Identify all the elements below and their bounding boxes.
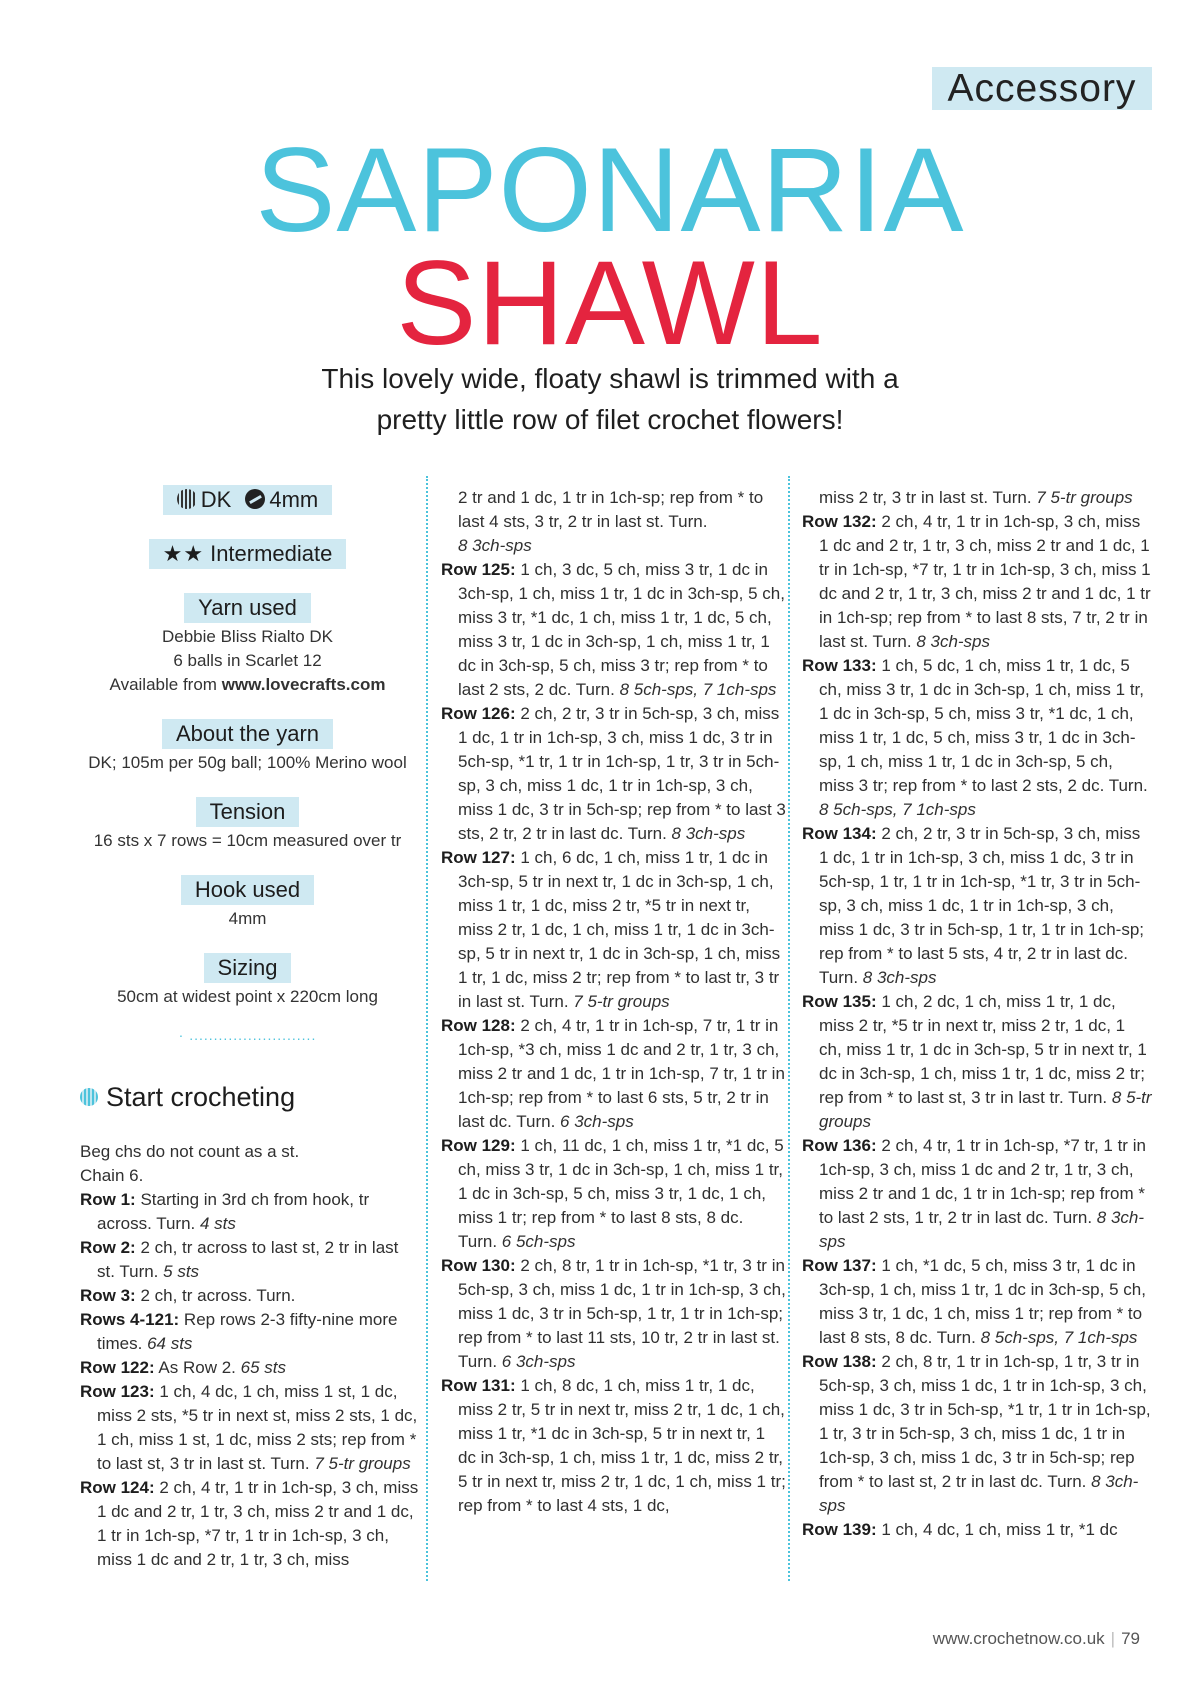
row-continuation: [441, 486, 786, 558]
row-list: [441, 558, 786, 1518]
subtitle: [250, 358, 970, 440]
yarn-ball-icon: [80, 1088, 98, 1106]
row-text: 2 ch, 4 tr, 1 tr in 1ch-sp, 7 tr, 1 tr in 1ch-sp, *3 ch, miss 1 dc and 2 tr, 1 tr, 3 ch, miss 2 tr and 1 dc, 1 tr in 1ch-sp, 7 tr, 1 tr in 1ch-sp; rep from * to last 6 sts, 5 tr, 2 tr in last dc. Turn.: [458, 1016, 785, 1131]
stitch-count-note: 8 3ch-sps: [671, 824, 746, 843]
sizing-text: 50cm at widest point x 220cm long: [117, 987, 378, 1006]
row-label: Row 125:: [441, 560, 516, 579]
hook-size: 4mm: [269, 487, 319, 512]
row-text: 1 ch, *1 dc, 5 ch, miss 3 tr, 1 dc in 3ch-sp, 1 ch, miss 1 tr, 1 dc in 3ch-sp, 5 ch, miss 3 tr, 1 dc, 1 ch, miss 1 tr; rep from * to last 8 sts, 8 dc. Turn.: [819, 1256, 1146, 1347]
row-label: Row 3:: [80, 1286, 136, 1305]
page-footer: [900, 1629, 1140, 1649]
page-number: 79: [1121, 1629, 1140, 1648]
pattern-row: [802, 1254, 1152, 1350]
pattern-row: [441, 1014, 786, 1134]
row-text: 2 ch, 2 tr, 3 tr in 5ch-sp, 3 ch, miss 1 dc, 1 tr in 1ch-sp, 3 ch, miss 1 dc, 3 tr in 5ch-sp, *1 tr, 1 tr in 1ch-sp, 1 tr, 3 tr in 5ch-sp, 3 ch, miss 1 dc, 1 tr in 1ch-sp, 3 ch, miss 1 dc, 3 tr in 5ch-sp; rep from * to last 3 sts, 2 tr, 2 tr in last dc. Turn.: [458, 704, 786, 843]
stitch-count-note: 8 3ch-sps: [916, 632, 991, 651]
stitch-count-note: 7 5-tr groups: [314, 1454, 411, 1473]
hook-icon: [245, 489, 265, 509]
pattern-row: [802, 1134, 1152, 1254]
start-heading-text: Start crocheting: [106, 1082, 296, 1112]
about-yarn-text: DK; 105m per 50g ball; 100% Merino wool: [88, 753, 407, 772]
stitch-count-note: 8 3ch-sps: [862, 968, 937, 987]
row-text: 1 ch, 6 dc, 1 ch, miss 1 tr, 1 dc in 3ch-sp, 5 tr in next tr, 1 dc in 3ch-sp, 1 ch, miss 1 tr, 1 dc, miss 2 tr, *5 tr in next tr, miss 2 tr, 1 dc, 1 ch, miss 1 tr, 1 dc in 3ch-sp, 5 tr in next tr, 1 dc in 3ch-sp, 1 ch, miss 1 tr, 1 dc, miss 2 tr; rep from * to last tr, 3 tr in last st. Turn.: [458, 848, 781, 1011]
continuation-text: miss 2 tr, 3 tr in last st. Turn.: [819, 488, 1037, 507]
row-label: Row 1:: [80, 1190, 136, 1209]
stitch-count-note: 8 3ch-sps: [458, 536, 532, 555]
stitch-count-note: 5 sts: [163, 1262, 200, 1281]
row-text: 2 ch, 4 tr, 1 tr in 1ch-sp, 3 ch, miss 1 dc and 2 tr, 1 tr, 3 ch, miss 2 tr and 1 dc, 1 tr in 1ch-sp, *7 tr, 1 tr in 1ch-sp, 3 ch, miss 1 dc and 2 tr, 1 tr, 3 ch, miss 2 tr and 1 dc, 1 tr in 1ch-sp; rep from * to last 8 sts, 7 tr, 2 tr in last st. Turn.: [819, 512, 1151, 651]
sizing-section: [80, 953, 415, 1009]
pattern-row: [802, 1350, 1152, 1518]
hook-used-heading: Hook used: [181, 875, 314, 905]
spec-yarn-hook: [80, 485, 415, 517]
stitch-count-note: 65 sts: [240, 1358, 286, 1377]
instructions-column-3: [802, 486, 1152, 1542]
stitch-count-note: 8 5ch-sps, 7 1ch-sps: [619, 680, 777, 699]
footer-url[interactable]: www.crochetnow.co.uk: [932, 1629, 1105, 1648]
continuation-text: 2 tr and 1 dc, 1 tr in 1ch-sp; rep from * to last 4 sts, 3 tr, 2 tr in last st. Turn.: [458, 488, 764, 531]
yarn-weight: DK: [200, 487, 232, 512]
row-list: [802, 510, 1152, 1542]
subtitle-line1: This lovely wide, floaty shawl is trimmed with a: [321, 363, 899, 394]
lovecrafts-link[interactable]: www.lovecrafts.com: [221, 675, 386, 694]
dotted-divider: · ..........................: [178, 1027, 317, 1043]
row-text: 2 ch, 4 tr, 1 tr in 1ch-sp, 3 ch, miss 1 dc and 2 tr, 1 tr, 3 ch, miss 2 tr and 1 dc, 1 tr in 1ch-sp, *7 tr, 1 tr in 1ch-sp, 3 ch, miss 1 dc and 2 tr, 1 tr, 3 ch, miss: [97, 1478, 419, 1569]
stitch-count-note: 8 3ch-sps: [819, 1208, 1145, 1251]
row-continuation: [802, 486, 1152, 510]
yarn-used-line3: [80, 673, 415, 697]
row-label: Row 131:: [441, 1376, 516, 1395]
pattern-row: [441, 1134, 786, 1254]
row-label: Row 133:: [802, 656, 877, 675]
about-yarn-section: [80, 719, 415, 775]
hook-used-text: 4mm: [228, 909, 267, 928]
pattern-row: [802, 654, 1152, 822]
pattern-row: [441, 1374, 786, 1518]
row-text: 1 ch, 4 dc, 1 ch, miss 1 tr, *1 dc: [876, 1520, 1118, 1539]
row-label: Row 134:: [802, 824, 877, 843]
hook-used-section: [80, 875, 415, 931]
intro-line: Chain 6.: [80, 1166, 144, 1185]
stitch-count-note: 8 5-tr groups: [819, 1088, 1152, 1131]
pattern-row: [80, 1380, 420, 1476]
row-text: As Row 2.: [154, 1358, 241, 1377]
row-label: Row 127:: [441, 848, 516, 867]
yarn-ball-icon: [177, 489, 197, 509]
row-label: Row 126:: [441, 704, 516, 723]
row-text: 1 ch, 8 dc, 1 ch, miss 1 tr, 1 dc, miss 2 tr, 5 tr in next tr, miss 2 tr, 1 dc, 1 ch, miss 1 tr, *1 dc in 3ch-sp, 5 tr in next tr, 1 dc in 3ch-sp, 1 ch, miss 1 tr, 1 dc, miss 2 tr, 5 tr in next tr, miss 2 tr, 1 dc, 1 ch, miss 1 tr; rep from * to last 4 sts, 1 dc,: [458, 1376, 786, 1515]
pattern-row: [441, 702, 786, 846]
pattern-row: [80, 1308, 420, 1356]
pattern-row: [802, 1518, 1152, 1542]
row-text: 1 ch, 3 dc, 5 ch, miss 3 tr, 1 dc in 3ch-sp, 1 ch, miss 1 tr, 1 dc in 3ch-sp, 5 ch, miss 3 tr, *1 dc, 1 ch, miss 1 tr, 1 dc, 5 ch, miss 3 tr, 1 dc in 3ch-sp, 1 ch, miss 1 tr, 1 dc in 3ch-sp, 5 ch, miss 3 tr; rep from * to last 2 sts, 2 dc. Turn.: [458, 560, 785, 699]
pattern-row: [802, 822, 1152, 990]
row-text: 1 ch, 4 dc, 1 ch, miss 1 st, 1 dc, miss 2 sts, *5 tr in next st, miss 2 sts, 1 dc, 1 ch, miss 1 st, 1 dc, miss 2 sts; rep from * to last st, 3 tr in last st. Turn.: [97, 1382, 418, 1473]
subtitle-line2: pretty little row of filet crochet flowers!: [376, 404, 844, 435]
stitch-count-note: 8 5ch-sps, 7 1ch-sps: [980, 1328, 1138, 1347]
row-label: Row 123:: [80, 1382, 155, 1401]
pattern-row: [80, 1188, 420, 1236]
row-text: 1 ch, 2 dc, 1 ch, miss 1 tr, 1 dc, miss 2 tr, *5 tr in next tr, miss 2 tr, 1 dc, 1 ch, miss 1 tr, 1 dc in 3ch-sp, 5 tr in next tr, 1 dc in 3ch-sp, 1 ch, miss 1 tr, 1 dc, miss 2 tr; rep from * to last st, 3 tr in last tr. Turn.: [819, 992, 1147, 1107]
yarn-used-line2: 6 balls in Scarlet 12: [173, 651, 322, 670]
intro-line: Beg chs do not count as a st.: [80, 1142, 300, 1161]
start-crocheting-heading: [80, 1082, 295, 1113]
yarn-used-heading: Yarn used: [184, 593, 311, 623]
sizing-heading: Sizing: [204, 953, 292, 983]
pattern-row: [80, 1284, 420, 1308]
row-text: 2 ch, tr across. Turn.: [135, 1286, 296, 1305]
pattern-row: [441, 558, 786, 702]
row-label: Row 138:: [802, 1352, 877, 1371]
row-text: 2 ch, 4 tr, 1 tr in 1ch-sp, *7 tr, 1 tr in 1ch-sp, 3 ch, miss 1 dc and 2 tr, 1 tr, 3 ch, miss 2 tr and 1 dc, 1 tr in 1ch-sp; rep from * to last 2 sts, 1 tr, 2 tr in last dc. Turn.: [819, 1136, 1146, 1227]
row-label: Row 135:: [802, 992, 877, 1011]
row-list: [80, 1188, 420, 1572]
stitch-count-note: 64 sts: [147, 1334, 193, 1353]
stitch-count-note: 4 sts: [199, 1214, 236, 1233]
column-divider: [788, 476, 790, 1581]
stitch-count-note: 6 3ch-sps: [560, 1112, 634, 1131]
row-label: Row 137:: [802, 1256, 877, 1275]
row-text: 1 ch, 11 dc, 1 ch, miss 1 tr, *1 dc, 5 ch, miss 3 tr, 1 dc in 3ch-sp, 1 ch, miss 1 tr, 1 dc in 3ch-sp, 5 ch, miss 3 tr, 1 dc, 1 ch, miss 1 tr; rep from * to last 8 sts, 8 dc. Turn.: [458, 1136, 784, 1251]
row-label: Row 132:: [802, 512, 877, 531]
row-label: Row 136:: [802, 1136, 877, 1155]
row-text: Rep rows 2-3 fifty-nine more times.: [97, 1310, 398, 1353]
row-text: 2 ch, tr across to last st, 2 tr in last st. Turn.: [97, 1238, 399, 1281]
pattern-row: [802, 510, 1152, 654]
page-title-line1: SAPONARIA: [255, 123, 965, 257]
difficulty-tag: [149, 539, 347, 569]
pattern-info-sidebar: [80, 485, 415, 1047]
row-text: 2 ch, 2 tr, 3 tr in 5ch-sp, 3 ch, miss 1 dc, 1 tr in 1ch-sp, 3 ch, miss 1 dc, 3 tr in 5ch-sp, 1 tr, 1 tr in 1ch-sp, *1 tr, 3 tr in 5ch-sp, 3 ch, miss 1 dc, 1 tr in 1ch-sp, 3 ch, miss 1 dc, 3 tr in 5ch-sp, 1 tr, 1 tr in 1ch-sp; rep from * to last 5 sts, 4 tr, 2 tr in last dc. Turn.: [819, 824, 1145, 987]
footer-separator: |: [1110, 1629, 1116, 1648]
difficulty-stars: ★★: [162, 541, 205, 566]
difficulty-label: Intermediate: [210, 541, 333, 566]
category-label: Accessory: [932, 67, 1152, 110]
pattern-row: [441, 846, 786, 1014]
row-text: 2 ch, 8 tr, 1 tr in 1ch-sp, *1 tr, 3 tr in 5ch-sp, 3 ch, miss 1 dc, 1 tr in 1ch-sp, 3 ch, miss 1 dc, 3 tr in 5ch-sp, 1 tr, 1 tr in 1ch-sp; rep from * to last 11 sts, 10 tr, 2 tr in last st. Turn.: [458, 1256, 786, 1371]
tension-text: 16 sts x 7 rows = 10cm measured over tr: [93, 831, 402, 850]
tension-heading: Tension: [196, 797, 300, 827]
stitch-count-note: 6 5ch-sps: [501, 1232, 576, 1251]
instructions-column-1: [80, 1140, 420, 1572]
stitch-count-note: 7 5-tr groups: [1036, 488, 1133, 507]
page-title-line2: SHAWL: [396, 236, 824, 370]
stitch-count-note: 6 3ch-sps: [501, 1352, 576, 1371]
tension-section: [80, 797, 415, 853]
pattern-row: [441, 1254, 786, 1374]
yarn-used-line1: Debbie Bliss Rialto DK: [161, 627, 333, 646]
stitch-count-note: 7 5-tr groups: [573, 992, 670, 1011]
row-label: Row 122:: [80, 1358, 155, 1377]
stitch-count-note: 8 5ch-sps, 7 1ch-sps: [819, 800, 976, 819]
row-text: 2 ch, 8 tr, 1 tr in 1ch-sp, 1 tr, 3 tr in 5ch-sp, 3 ch, miss 1 dc, 1 tr in 1ch-sp, 3 ch, miss 1 dc, 3 tr in 5ch-sp, *1 tr, 1 tr in 1ch-sp, 1 tr, 3 tr in 5ch-sp, 3 ch, miss 1 dc, 1 tr in 1ch-sp, 3 ch, miss 1 dc, 3 tr in 5ch-sp; rep from * to last st, 2 tr in last dc. Turn.: [819, 1352, 1151, 1491]
pattern-row: [802, 990, 1152, 1134]
about-yarn-heading: About the yarn: [162, 719, 333, 749]
stitch-count-note: 8 3ch-sps: [819, 1472, 1139, 1515]
spec-difficulty: [80, 539, 415, 571]
pattern-row: [80, 1356, 420, 1380]
row-text: 1 ch, 5 dc, 1 ch, miss 1 tr, 1 dc, 5 ch, miss 3 tr, 1 dc in 3ch-sp, 1 ch, miss 1 tr, 1 dc in 3ch-sp, 5 ch, miss 3 tr, *1 dc, 1 ch, miss 1 tr, 1 dc, 5 ch, miss 3 tr, 1 dc in 3ch-sp, 1 ch, miss 1 tr, 1 dc in 3ch-sp, 5 ch, miss 3 tr; rep from * to last 2 sts, 2 dc. Turn.: [819, 656, 1148, 795]
pattern-row: [80, 1236, 420, 1284]
column-divider: [426, 476, 428, 1581]
instructions-column-2: [441, 486, 786, 1518]
row-label: Row 129:: [441, 1136, 516, 1155]
yarn-used-section: [80, 593, 415, 697]
row-text: Starting in 3rd ch from hook, tr across. Turn.: [97, 1190, 370, 1233]
spec-tag: [163, 485, 332, 515]
available-from-text: Available from: [109, 675, 222, 694]
row-label: Row 130:: [441, 1256, 516, 1275]
row-label: Rows 4-121:: [80, 1310, 180, 1329]
row-label: Row 2:: [80, 1238, 136, 1257]
row-label: Row 139:: [802, 1520, 877, 1539]
row-label: Row 128:: [441, 1016, 516, 1035]
row-label: Row 124:: [80, 1478, 155, 1497]
pattern-row: [80, 1476, 420, 1572]
